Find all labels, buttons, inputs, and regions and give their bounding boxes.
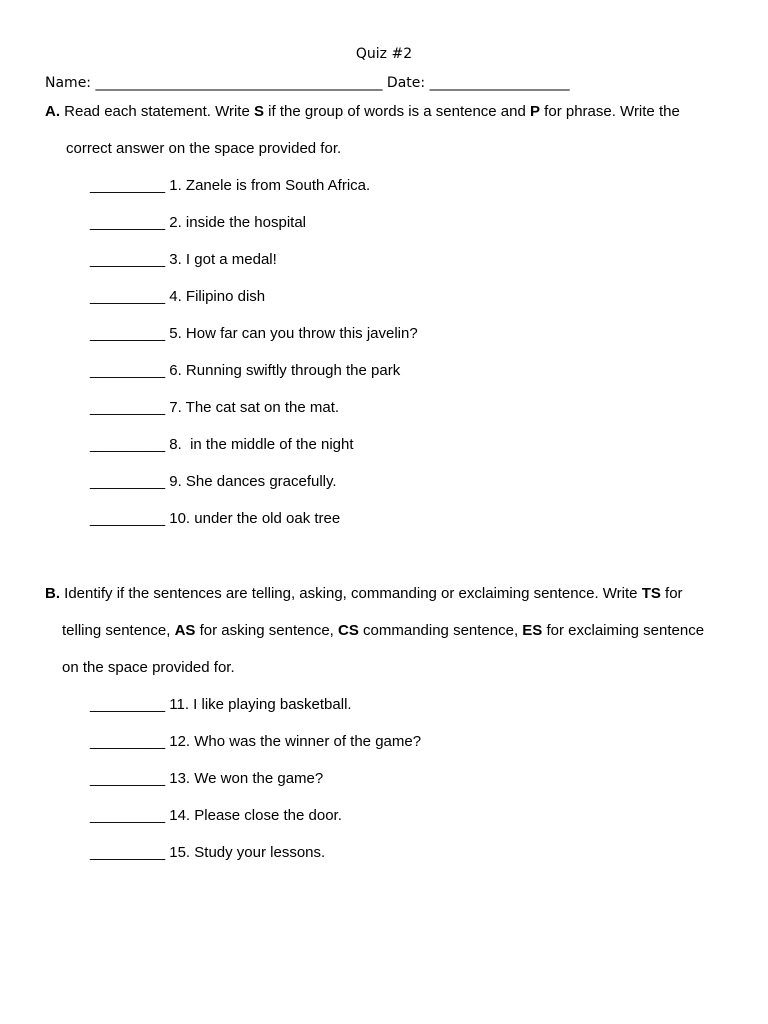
quiz-item-14: _________ 14. Please close the door. <box>90 807 342 824</box>
code-cs: CS <box>338 622 359 639</box>
name-date-line <box>45 74 570 92</box>
quiz-item-7: _________ 7. The cat sat on the mat. <box>90 399 340 416</box>
code-as: AS <box>174 622 196 639</box>
section-a-text: if the group of words is a sentence and <box>264 103 530 120</box>
section-a-instruction-line-2: correct answer on the space provided for. <box>66 140 342 157</box>
section-b-text: for exclaiming sentence <box>542 622 705 639</box>
quiz-item-2: _________ 2. inside the hospital <box>90 214 307 231</box>
section-b-text: Identify if the sentences are telling, asking, commanding or exclaiming sentence. Write <box>60 585 642 602</box>
section-b-instruction-line-2 <box>62 622 704 640</box>
section-b-instruction-line-1 <box>45 585 683 603</box>
name-label: Name: <box>45 75 96 91</box>
page-title: Quiz #2 <box>355 46 413 62</box>
code-s: S <box>253 103 264 120</box>
section-b-text: commanding sentence, <box>358 622 523 639</box>
quiz-item-6: _________ 6. Running swiftly through the park <box>90 362 401 379</box>
quiz-item-13: _________ 13. We won the game? <box>90 770 324 787</box>
code-p: P <box>530 103 541 120</box>
name-blank: _________________________________________ <box>95 75 383 91</box>
date-label: Date: <box>382 75 430 91</box>
code-ts: TS <box>641 585 661 602</box>
section-b-letter: B. <box>45 585 60 602</box>
quiz-item-10: _________ 10. under the old oak tree <box>90 510 341 527</box>
code-es: ES <box>522 622 543 639</box>
quiz-item-12: _________ 12. Who was the winner of the game? <box>90 733 422 750</box>
section-a-letter: A. <box>45 103 60 120</box>
date-blank: ____________________ <box>429 75 570 91</box>
section-b-text: for asking sentence, <box>195 622 339 639</box>
section-a-instruction-line-1 <box>45 103 680 121</box>
section-a-text: for phrase. Write the <box>540 103 680 120</box>
quiz-item-3: _________ 3. I got a medal! <box>90 251 277 268</box>
quiz-item-9: _________ 9. She dances gracefully. <box>90 473 337 490</box>
section-b-text: for <box>660 585 683 602</box>
quiz-item-4: _________ 4. Filipino dish <box>90 288 266 305</box>
quiz-item-8: _________ 8. in the middle of the night <box>90 436 354 453</box>
section-b-text: telling sentence, <box>62 622 175 639</box>
section-b-instruction-line-3: on the space provided for. <box>62 659 235 676</box>
quiz-item-5: _________ 5. How far can you throw this javelin? <box>90 325 418 342</box>
section-a-text: Read each statement. Write <box>60 103 254 120</box>
quiz-item-1: _________ 1. Zanele is from South Africa. <box>90 177 371 194</box>
quiz-item-11: _________ 11. I like playing basketball. <box>90 696 352 713</box>
quiz-item-15: _________ 15. Study your lessons. <box>90 844 326 861</box>
